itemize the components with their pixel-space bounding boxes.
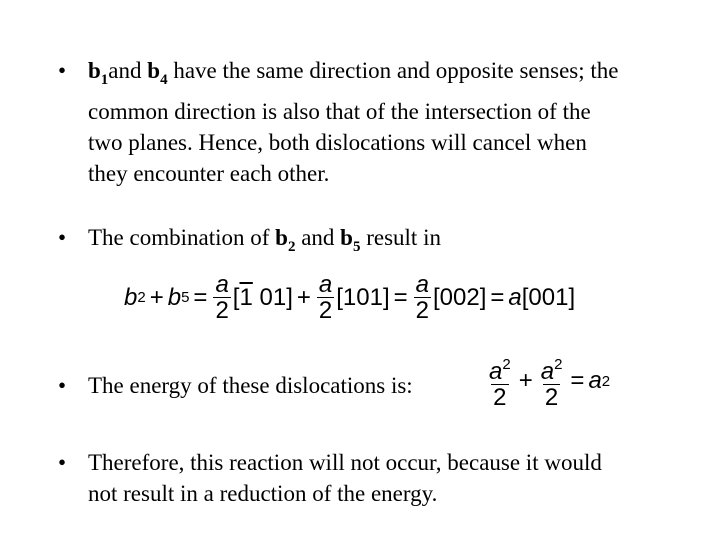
fraction-a-over-2: $\frac{a}{2}$ [215,271,229,324]
bullet-symbol: • [58,373,67,398]
reaction-equation: b 2 + b 5 = $\frac{a}{2}$ [1 01] + $\frac{a}{2}$ [101] = $\frac{a}{2}$ [002] = a [001] [124,271,576,324]
bullet-4-text: Therefore, this reaction will not occur, because it would not result in a reduction of the energy. [88,450,602,506]
vector-101: [101] [336,283,390,311]
fraction-a-over-2: $\frac{a}{2}$ [318,271,333,324]
fraction-a-squared-over-2: $\frac{a^2}{2}$ [489,356,511,411]
energy-equation: $\frac{a^2}{2}$ + $\frac{a^2}{2}$ = a 2 [485,352,610,410]
vector-1-bar-01: [1 01] [232,283,293,311]
bullet-1-text: $b_1and$ $b_4$ have the same direction and opposite senses; the common direction is also that of the intersection of the two planes. Hence, both dislocations will cancel when they encounter each other. [88,58,619,186]
fraction-a-squared-over-2: $\frac{a^2}{2}$ [540,356,563,411]
fraction-a-over-2: $\frac{a}{2}$ [415,271,429,324]
vector-b1: $b_1$ [88,58,109,88]
bullet-symbol: • [58,225,67,250]
vector-001: [001] [521,283,576,311]
bullet-symbol: • [58,58,67,83]
vector-b4: $b_4$ [147,58,168,88]
bullet-3-text: The energy of these dislocations is: [88,373,413,398]
vector-002: [002] [433,283,487,311]
bullet-symbol: • [58,450,67,475]
vector-b2: $b_2$ [275,225,296,255]
vector-b5: $b_5$ [340,225,361,255]
bullet-2-text: The combination of $b_2$ and $b_5$ result in [88,225,441,255]
